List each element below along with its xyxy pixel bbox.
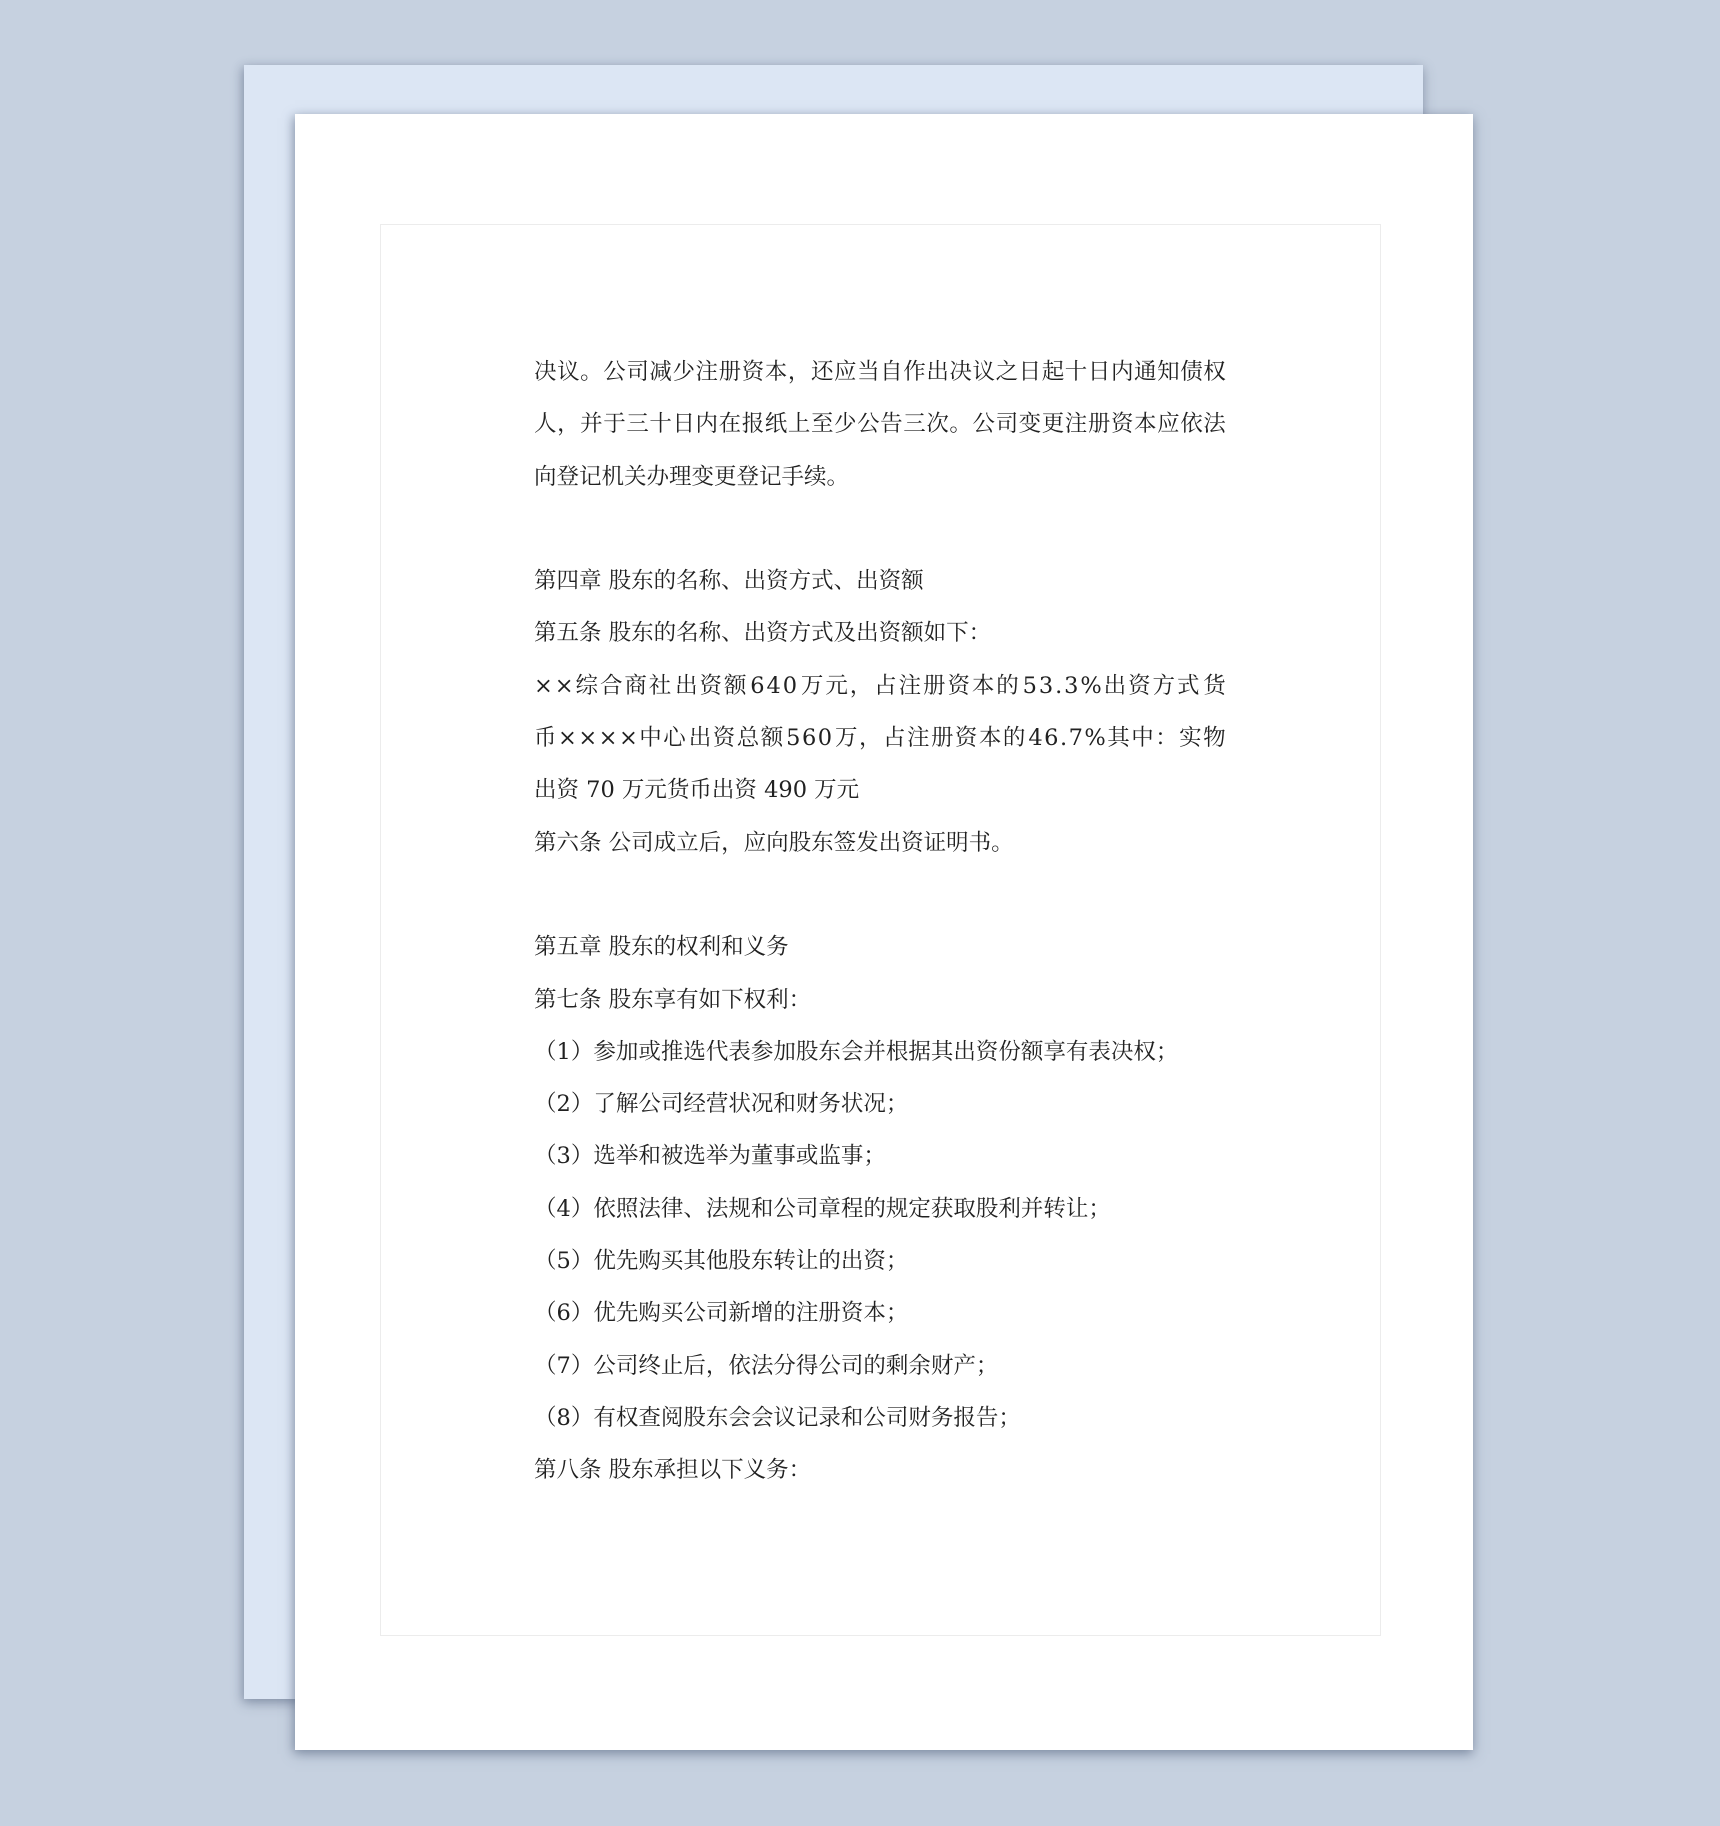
text-line: 币 × × × × 中 心 出 资 总 额 5 6 0 万 ， 占 注 册 资 本 的 4 6 . 7 % 其 中 ： 实 物	[534, 725, 1226, 752]
text-line: （6）优先购买公司新增的注册资本；	[534, 1300, 909, 1327]
text-line: 人 ， 并 于 三 十 日 内 在 报 纸 上 至 少 公 告 三 次 。 公 司 变 更 注 册 资 本 应 依 法	[534, 411, 1226, 438]
text-line	[534, 503, 1226, 555]
document-text	[534, 346, 1226, 1497]
text-line: 第六条 公司成立后，应向股东签发出资证明书。	[534, 829, 1014, 856]
text-line: 第八条 股东承担以下义务：	[534, 1457, 812, 1484]
text-line: 决 议 。 公 司 减 少 注 册 资 本 ， 还 应 当 自 作 出 决 议 之 日 起 十 日 内 通 知 债 权	[534, 359, 1226, 385]
text-line: （3）选举和被选举为董事或监事；	[534, 1143, 886, 1170]
text-line: （4）依照法律、法规和公司章程的规定获取股利并转让；	[534, 1195, 1111, 1222]
text-line: （5）优先购买其他股东转让的出资；	[534, 1248, 909, 1275]
text-line: × × 综 合 商 社 出 资 额 6 4 0 万 元 ， 占 注 册 资 本 的 5 3 . 3 % 出 资 方 式 货	[534, 672, 1226, 699]
text-line: 第七条 股东享有如下权利：	[534, 986, 812, 1013]
text-line: 出资 70 万元货币出资 490 万元	[534, 777, 860, 804]
document-page	[295, 114, 1473, 1750]
text-line: （7）公司终止后，依法分得公司的剩余财产；	[534, 1352, 999, 1379]
text-line: 向登记机关办理变更登记手续。	[534, 463, 850, 490]
text-line: （8）有权查阅股东会会议记录和公司财务报告；	[534, 1404, 1021, 1431]
text-line	[534, 869, 1226, 921]
text-line: （1）参加或推选代表参加股东会并根据其出资份额享有表决权；	[534, 1038, 1179, 1065]
text-line: 第五条 股东的名称、出资方式及出资额如下：	[534, 620, 992, 647]
text-line: 第四章 股东的名称、出资方式、出资额	[534, 568, 924, 595]
text-line: 第五章 股东的权利和义务	[534, 934, 789, 961]
text-line: （2）了解公司经营状况和财务状况；	[534, 1091, 909, 1118]
